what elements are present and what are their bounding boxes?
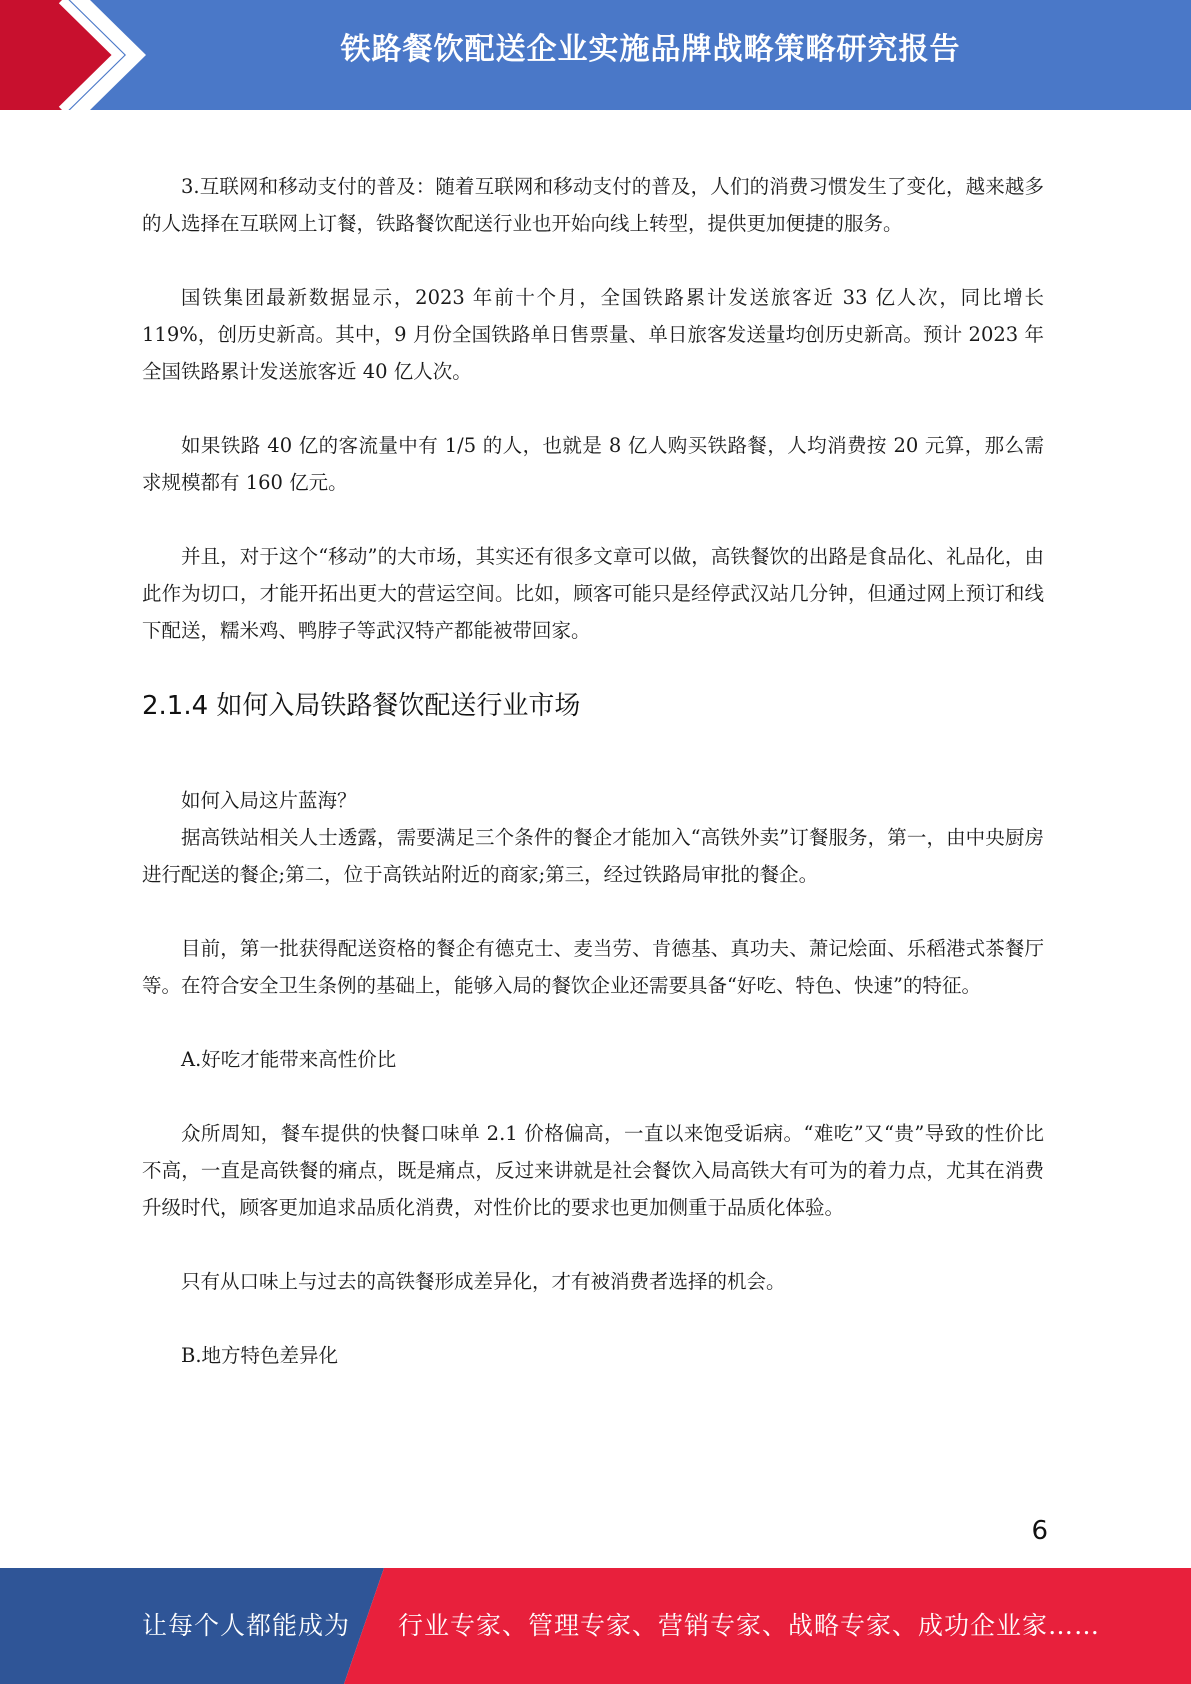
paragraph-passenger-data: 国铁集团最新数据显示，2023 年前十个月，全国铁路累计发送旅客近 33 亿人次，同比增长 119%，创历史新高。其中，9 月份全国铁路单日售票量、单日旅客发送量均创历史新高。预计 2023 年全国铁路累计发送旅客近 40 亿人次。 [142,286,1044,383]
paragraph-market-size: 如果铁路 40 亿的客流量中有 1/5 的人，也就是 8 亿人购买铁路餐，人均消费按 20 元算，那么需求规模都有 160 亿元。 [142,434,1044,494]
report-title: 铁路餐饮配送企业实施品牌战略策略研究报告 [340,32,961,67]
page-content [142,168,1044,1411]
paragraph-first-batch: 目前，第一批获得配送资格的餐企有德克士、麦当劳、肯德基、真功夫、萧记烩面、乐稻港式茶餐厅等。在符合安全卫生条例的基础上，能够入局的餐饮企业还需要具备“好吃、特色、快速”的特征。 [142,937,1044,997]
paragraph-question: 如何入局这片蓝海？ [181,789,357,812]
paragraph-internet-payment: 3.互联网和移动支付的普及：随着互联网和移动支付的普及，人们的消费习惯发生了变化，越来越多的人选择在互联网上订餐，铁路餐饮配送行业也开始向线上转型，提供更加便捷的服务。 [142,175,1044,235]
footer-slogan-left: 让每个人都能成为 [142,1611,351,1640]
page-header [0,0,1191,110]
paragraph-taste-difference: 只有从口味上与过去的高铁餐形成差异化，才有被消费者选择的机会。 [181,1270,786,1293]
paragraph-three-conditions: 据高铁站相关人士透露，需要满足三个条件的餐企才能加入“高铁外卖”订餐服务，第一，由中央厨房进行配送的餐企;第二，位于高铁站附近的商家;第三，经过铁路局审批的餐企。 [142,826,1044,886]
page-number: 6 [1031,1516,1048,1546]
paragraph-mobile-market: 并且，对于这个“移动”的大市场，其实还有很多文章可以做，高铁餐饮的出路是食品化、礼品化，由此作为切口，才能开拓出更大的营运空间。比如，顾客可能只是经停武汉站几分钟，但通过网上预订和线下配送，糯米鸡、鸭脖子等武汉特产都能被带回家。 [142,545,1044,642]
page-footer [0,1568,1191,1684]
paragraph-price-value: 众所周知，餐车提供的快餐口味单 2.1 价格偏高，一直以来饱受诟病。“难吃”又“贵”导致的性价比不高，一直是高铁餐的痛点，既是痛点，反过来讲就是社会餐饮入局高铁大有可为的着力点，尤其在消费升级时代，顾客更加追求品质化消费，对性价比的要求也更加侧重于品质化体验。 [142,1122,1044,1219]
subheading-b: B.地方特色差异化 [181,1344,339,1367]
section-heading: 2.1.4 如何入局铁路餐饮配送行业市场 [142,691,581,721]
footer-slogan-right: 行业专家、管理专家、营销专家、战略专家、成功企业家…… [398,1611,1101,1640]
subheading-a: A.好吃才能带来高性价比 [181,1048,397,1071]
